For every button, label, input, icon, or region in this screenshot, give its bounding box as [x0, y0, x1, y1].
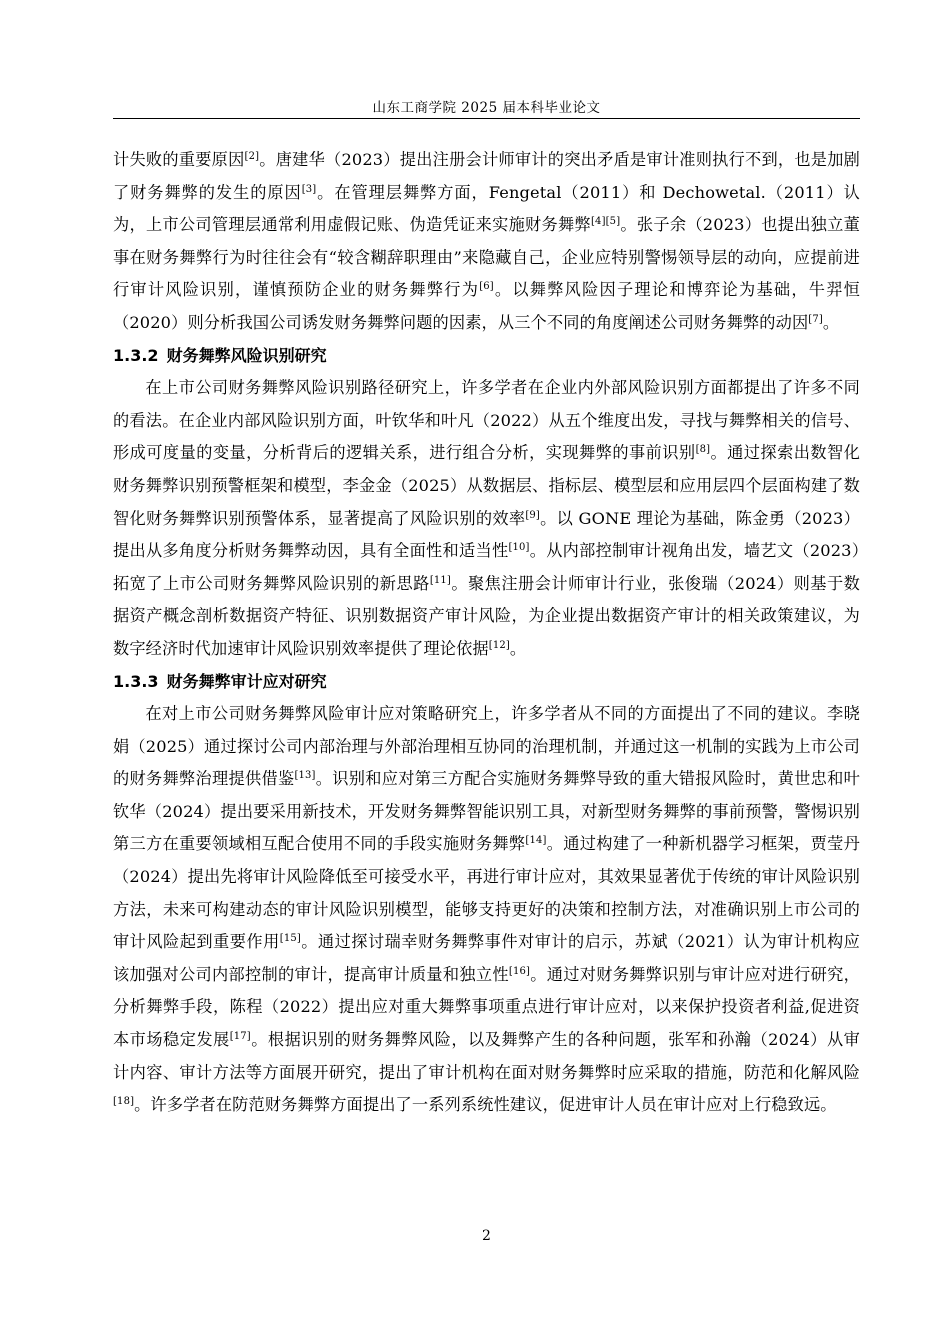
- page-header: 山东工商学院 2025 届本科毕业论文: [372, 100, 601, 116]
- text-run: 。: [509, 638, 527, 658]
- text-run: 。根据识别的财务舞弊风险，以及舞弊产生的各种问题，张军和孙瀚（2024）从审计内容、审计方法等方面展开研究，提出了审计机构在面对财务舞弊时应采取的措施，防范和化解风险: [113, 1030, 860, 1082]
- section-heading: [113, 340, 860, 373]
- text-run: 。通过对财务舞弊识别与审计应对进行研究，分析舞弊手段，陈程（2022）提出应对重大舞弊事项重点进行审计应对，以来保护投资者利益,促进资本市场稳定发展: [113, 964, 860, 1050]
- text-run: 。许多学者在防范财务舞弊方面提出了一系列系统性建议，促进审计人员在审计应对上行稳致远。: [134, 1095, 837, 1115]
- citation-ref: [11]: [429, 574, 451, 586]
- citation-ref: [15]: [279, 933, 301, 945]
- citation-ref: [4]: [591, 216, 606, 228]
- section-number: 1.3.3: [113, 671, 159, 691]
- header-rule: [113, 118, 860, 119]
- section-title: 财务舞弊风险识别研究: [166, 345, 327, 365]
- text-run: 。从内部控制审计视角出发，墙艺文（2023）拓宽了上市公司财务舞弊风险识别的新思路: [113, 541, 860, 593]
- page-number: 2: [482, 1228, 491, 1244]
- citation-ref: [6]: [479, 281, 494, 293]
- citation-ref: [5]: [605, 216, 621, 228]
- section-number: 1.3.2: [113, 345, 159, 365]
- citation-ref: [7]: [808, 313, 823, 325]
- text-run: 。唐建华（2023）提出注册会计师审计的突出矛盾是审计准则执行不到，也是加剧了财务舞弊的发生的原因: [113, 150, 860, 202]
- text-run: 。张子余（2023）也提出独立董事在财务舞弊行为时往往会有“较含糊辞职理由”来隐藏自己，企业应特别警惕领导层的动向，应提前进行审计风险识别，谨慎预防企业的财务舞弊行为: [113, 215, 860, 300]
- text-run: 。以舞弊风险因子理论和博弈论为基础，牛羿恒（2020）则分析我国公司诱发财务舞弊问题的因素，从三个不同的角度阐述公司财务舞弊的动因: [113, 280, 860, 332]
- citation-ref: [12]: [488, 639, 510, 651]
- citation-ref: [2]: [244, 151, 260, 162]
- citation-ref: [17]: [229, 1031, 251, 1043]
- text-run: 。通过构建了一种新机器学习框架，贾莹丹（2024）提出先将审计风险降低至可接受水平，再进行审计应对，其效果显著优于传统的审计风险识别方法，未来可构建动态的审计风险识别模型，能够支持更好的决策和控制方法，对准确识别上市公司的审计风险起到重要作用: [113, 834, 860, 952]
- text-run: 。在管理层舞弊方面，Fengetal（2011）和 Dechowetal.（2011）认为，上市公司管理层通常利用虚假记账、伪造凭证来实施财务舞弊: [113, 182, 860, 235]
- section-title: 财务舞弊审计应对研究: [166, 671, 327, 691]
- body-content: [113, 144, 860, 1122]
- paragraph: [113, 372, 860, 665]
- citation-ref: [13]: [294, 770, 316, 782]
- text-run: 在上市公司财务舞弊风险识别路径研究上，许多学者在企业内外部风险识别方面都提出了许多不同的看法。在企业内部风险识别方面，叶钦华和叶凡（2022）从五个维度出发，寻找与舞弊相关的信号、形成可度量的变量，分析背后的逻辑关系，进行组合分析，实现舞弊的事前识别: [113, 378, 860, 463]
- section-heading: [113, 666, 860, 699]
- text-run: 。以 GONE 理论为基础，陈金勇（2023）提出从多角度分析财务舞弊动因，具有全面性和适当性: [113, 508, 860, 561]
- text-run: 。识别和应对第三方配合实施财务舞弊导致的重大错报风险时，黄世忠和叶钦华（2024）提出要采用新技术，开发财务舞弊智能识别工具，对新型财务舞弊的事前预警，警惕识别第三方在重要领域相互配合使用不同的手段实施财务舞弊: [113, 769, 860, 854]
- citation-ref: [10]: [508, 542, 530, 554]
- text-run: 在对上市公司财务舞弊风险审计应对策略研究上，许多学者从不同的方面提出了不同的建议。李晓娟（2025）通过探讨公司内部治理与外部治理相互协同的治理机制，并通过这一机制的实践为上市公司的财务舞弊治理提供借鉴: [113, 704, 860, 789]
- text-run: 计失败的重要原因: [113, 150, 245, 169]
- citation-ref: [14]: [525, 835, 547, 847]
- citation-ref: [3]: [301, 183, 317, 195]
- citation-ref: [9]: [525, 509, 540, 521]
- text-run: 。通过探索出数智化财务舞弊识别预警框架和模型，李金金（2025）从数据层、指标层、模型层和应用层四个层面构建了数智化财务舞弊识别预警体系，显著提高了风险识别的效率: [113, 443, 860, 528]
- citation-ref: [8]: [695, 444, 711, 456]
- paragraph: [113, 144, 860, 340]
- citation-ref: [18]: [113, 1096, 135, 1108]
- paragraph: [113, 698, 860, 1122]
- citation-ref: [16]: [508, 965, 531, 977]
- text-run: 。: [822, 312, 840, 332]
- text-run: 。通过探讨瑞幸财务舞弊事件对审计的启示，苏斌（2021）认为审计机构应该加强对公司内部控制的审计，提高审计质量和独立性: [113, 932, 860, 984]
- text-run: 。聚焦注册会计师审计行业，张俊瑞（2024）则基于数据资产概念剖析数据资产特征、识别数据资产审计风险，为企业提出数据资产审计的相关政策建议，为数字经济时代加速审计风险识别效率提供了理论依据: [113, 573, 860, 658]
